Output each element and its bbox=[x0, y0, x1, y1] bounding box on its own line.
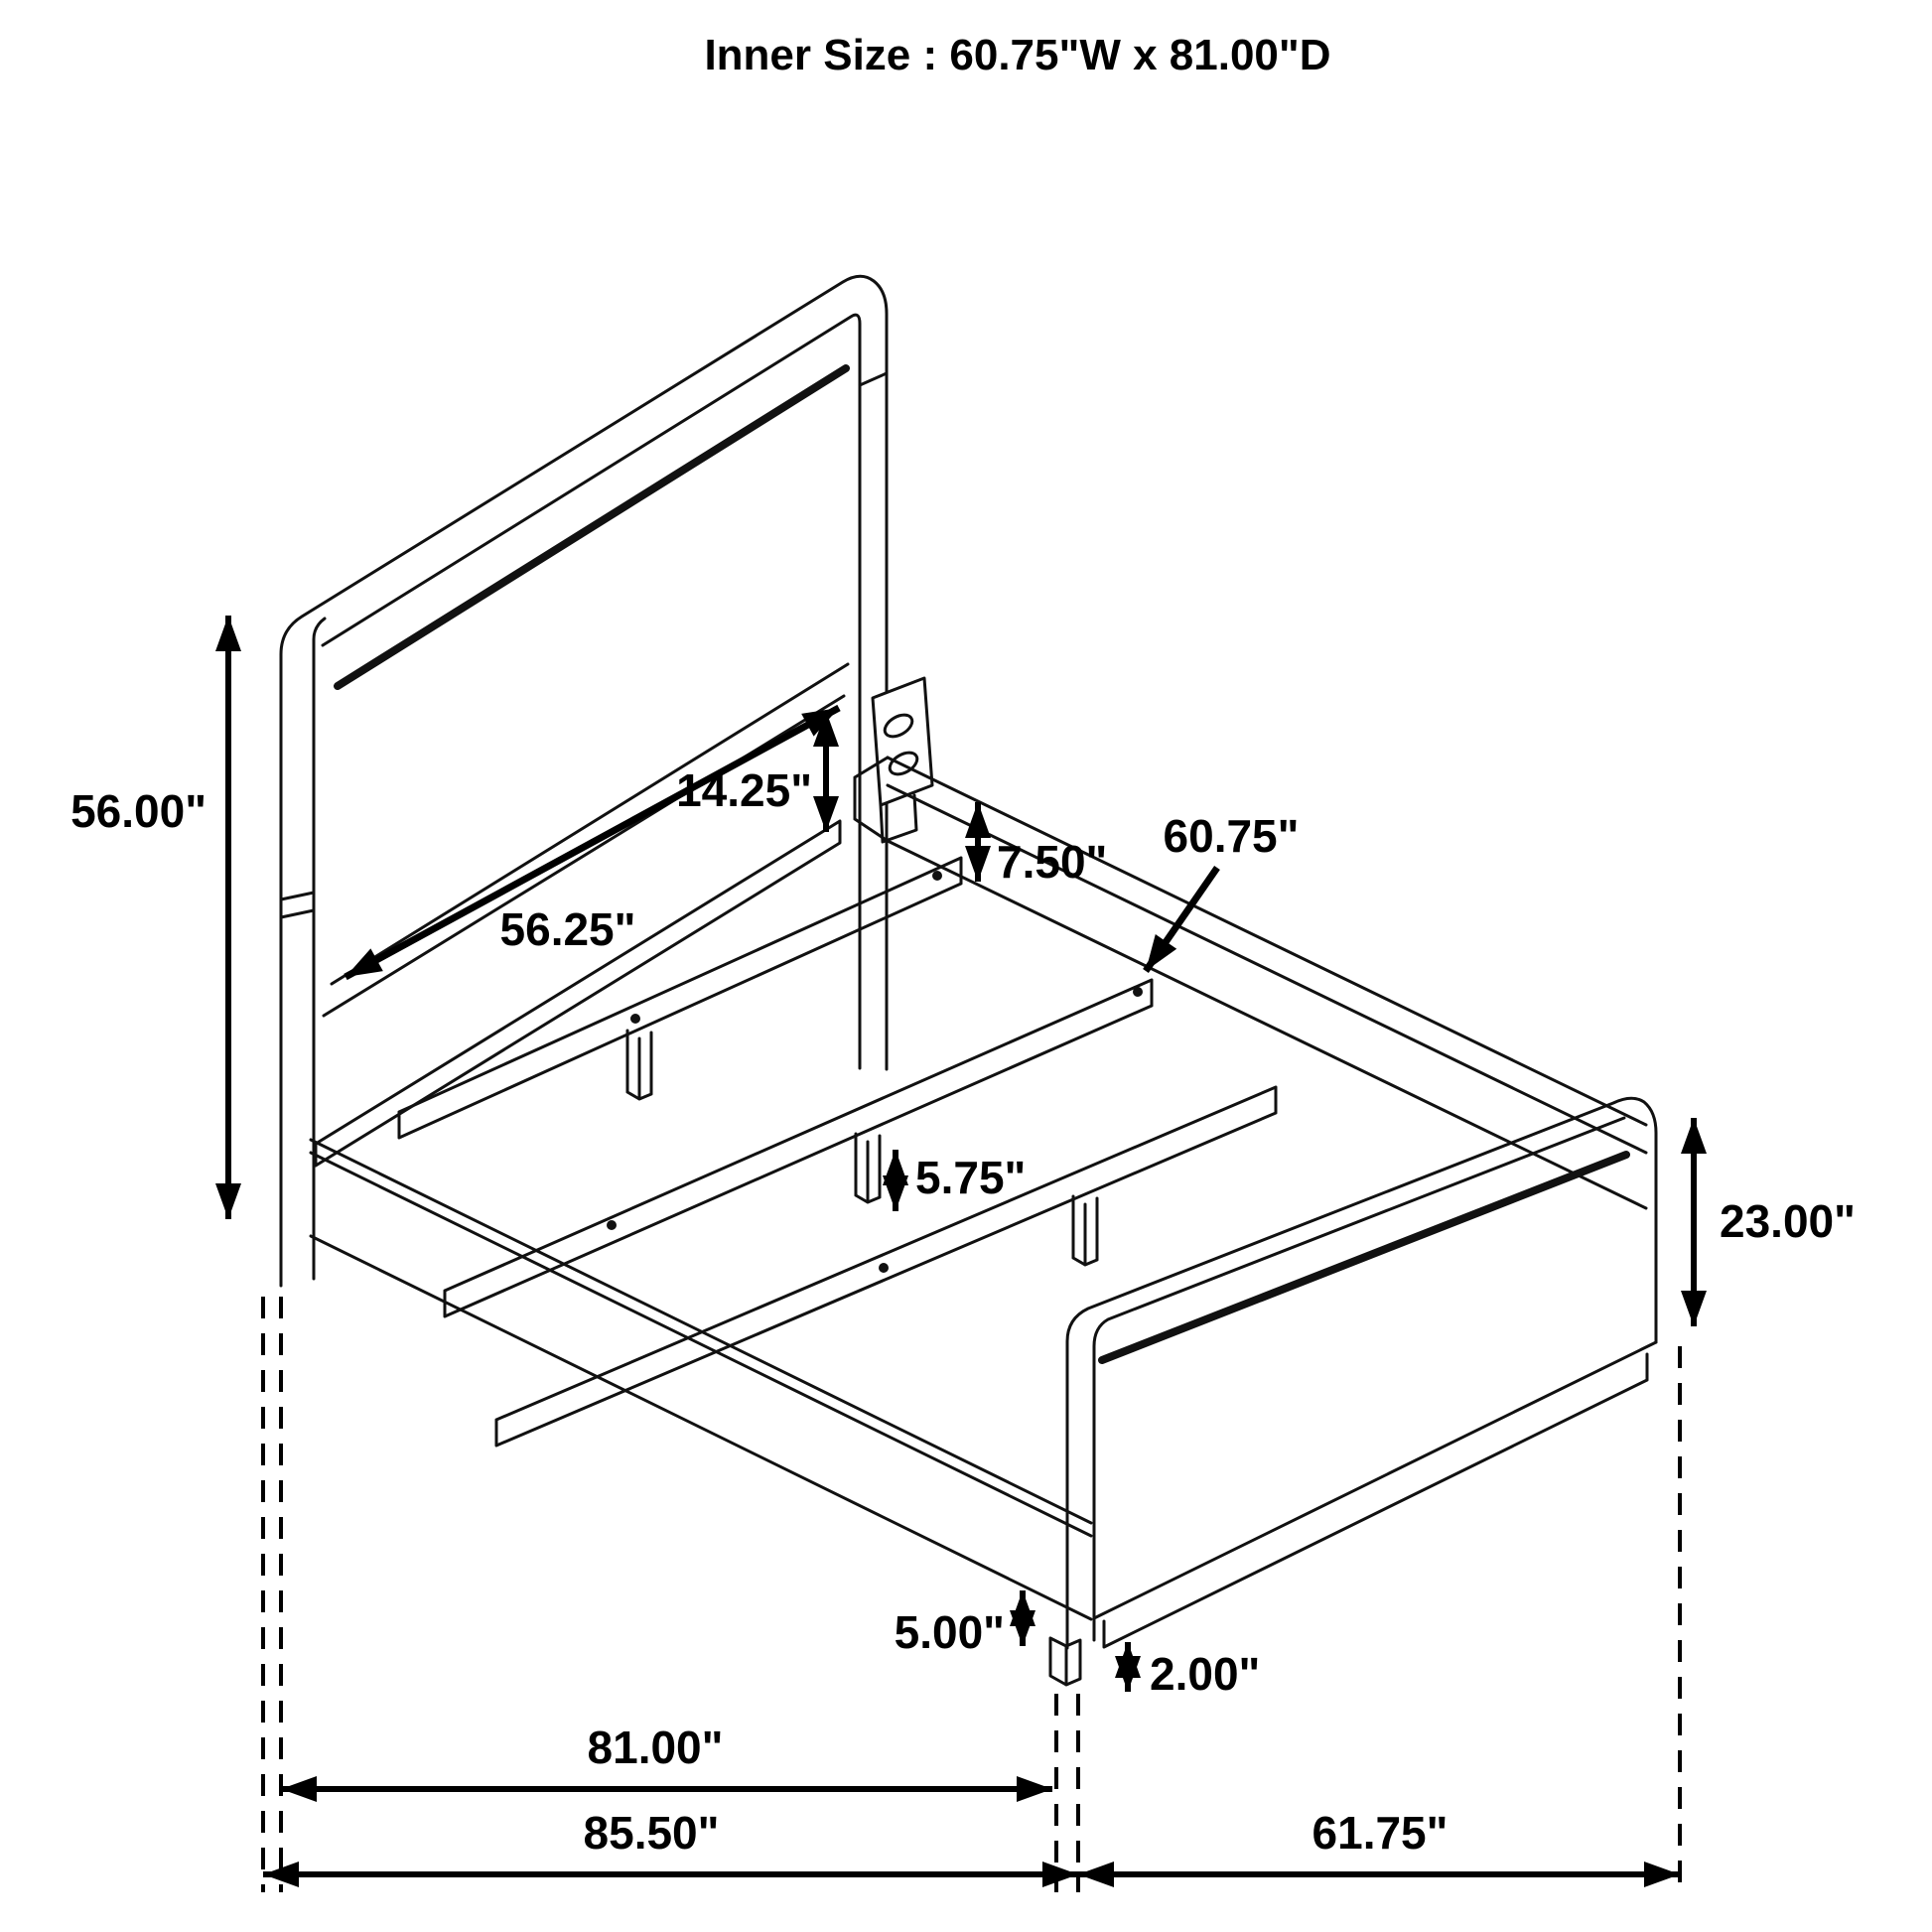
footboard-foot-block bbox=[1050, 1638, 1080, 1685]
footboard-base-plinth bbox=[1104, 1354, 1647, 1647]
left-side-rail bbox=[311, 1140, 1091, 1619]
footboard-upholstery-seam bbox=[1102, 1155, 1626, 1360]
dimension-label-14-25: 14.25" bbox=[676, 764, 812, 816]
left-rail-top-edge bbox=[311, 1153, 1091, 1536]
slat-1-screw-center bbox=[630, 1014, 640, 1024]
dimension-label-5-75: 5.75" bbox=[915, 1152, 1027, 1203]
dimension-label-7-50: 7.50" bbox=[997, 836, 1108, 888]
dimension-panel-width bbox=[345, 708, 839, 977]
diagram-title: Inner Size : 60.75"W x 81.00"D bbox=[704, 31, 1331, 79]
footboard-inner-edge bbox=[1094, 1118, 1624, 1640]
dimension-label-2-00: 2.00" bbox=[1150, 1648, 1261, 1700]
dimension-overall-width bbox=[1078, 1807, 1680, 1874]
dimension-base-height bbox=[1128, 1642, 1260, 1700]
leader-arrow-60-75 bbox=[1146, 868, 1217, 971]
dimension-rail-floor-gap bbox=[895, 1590, 1023, 1658]
slat-2 bbox=[445, 980, 1152, 1316]
footboard bbox=[1050, 1098, 1656, 1685]
slat-2-leg bbox=[856, 1134, 880, 1202]
dimension-label-56-00: 56.00" bbox=[70, 785, 207, 837]
slat-2-screw-center bbox=[607, 1220, 617, 1230]
slat-2-screw-end bbox=[1133, 987, 1143, 997]
dimension-label-85-50: 85.50" bbox=[583, 1807, 720, 1859]
dimension-label-5-00: 5.00" bbox=[894, 1606, 1005, 1658]
dimension-label-56-25: 56.25" bbox=[499, 903, 636, 955]
bracket-plate bbox=[873, 678, 932, 805]
dimension-label-23-00: 23.00" bbox=[1720, 1195, 1856, 1247]
headboard-slat-cleat bbox=[316, 821, 840, 1166]
headboard-upholstery-seam bbox=[338, 368, 846, 686]
slat-3-screw-center bbox=[879, 1263, 889, 1273]
dimension-leg-height bbox=[896, 1150, 1026, 1211]
dimension-rail-height bbox=[978, 802, 1107, 888]
dimension-overall-depth bbox=[263, 1807, 1078, 1874]
projection-lines bbox=[263, 1297, 1680, 1892]
dimension-inner-depth bbox=[281, 1722, 1052, 1789]
dimension-label-61-75: 61.75" bbox=[1311, 1807, 1449, 1859]
headboard-right-post-notch bbox=[860, 373, 887, 385]
headboard-left-post-inner-edge bbox=[314, 619, 325, 1279]
slat-1-leg bbox=[627, 1031, 651, 1099]
dimension-label-81-00: 81.00" bbox=[587, 1722, 724, 1773]
slat-1-screw-end bbox=[932, 871, 942, 881]
slat-3 bbox=[496, 1087, 1276, 1446]
headboard-left-post-seam bbox=[281, 893, 314, 917]
footboard-bottom-edge bbox=[1094, 1342, 1656, 1618]
dimension-label-60-75: 60.75" bbox=[1163, 810, 1300, 862]
slat-3-leg bbox=[1073, 1196, 1097, 1265]
left-rail-bottom-edge bbox=[311, 1236, 1091, 1619]
headboard-top-inner-edge bbox=[323, 315, 860, 1068]
dimension-headboard-height bbox=[70, 616, 228, 1219]
dimension-footboard-height bbox=[1694, 1118, 1856, 1326]
slat-2-board bbox=[445, 980, 1152, 1316]
